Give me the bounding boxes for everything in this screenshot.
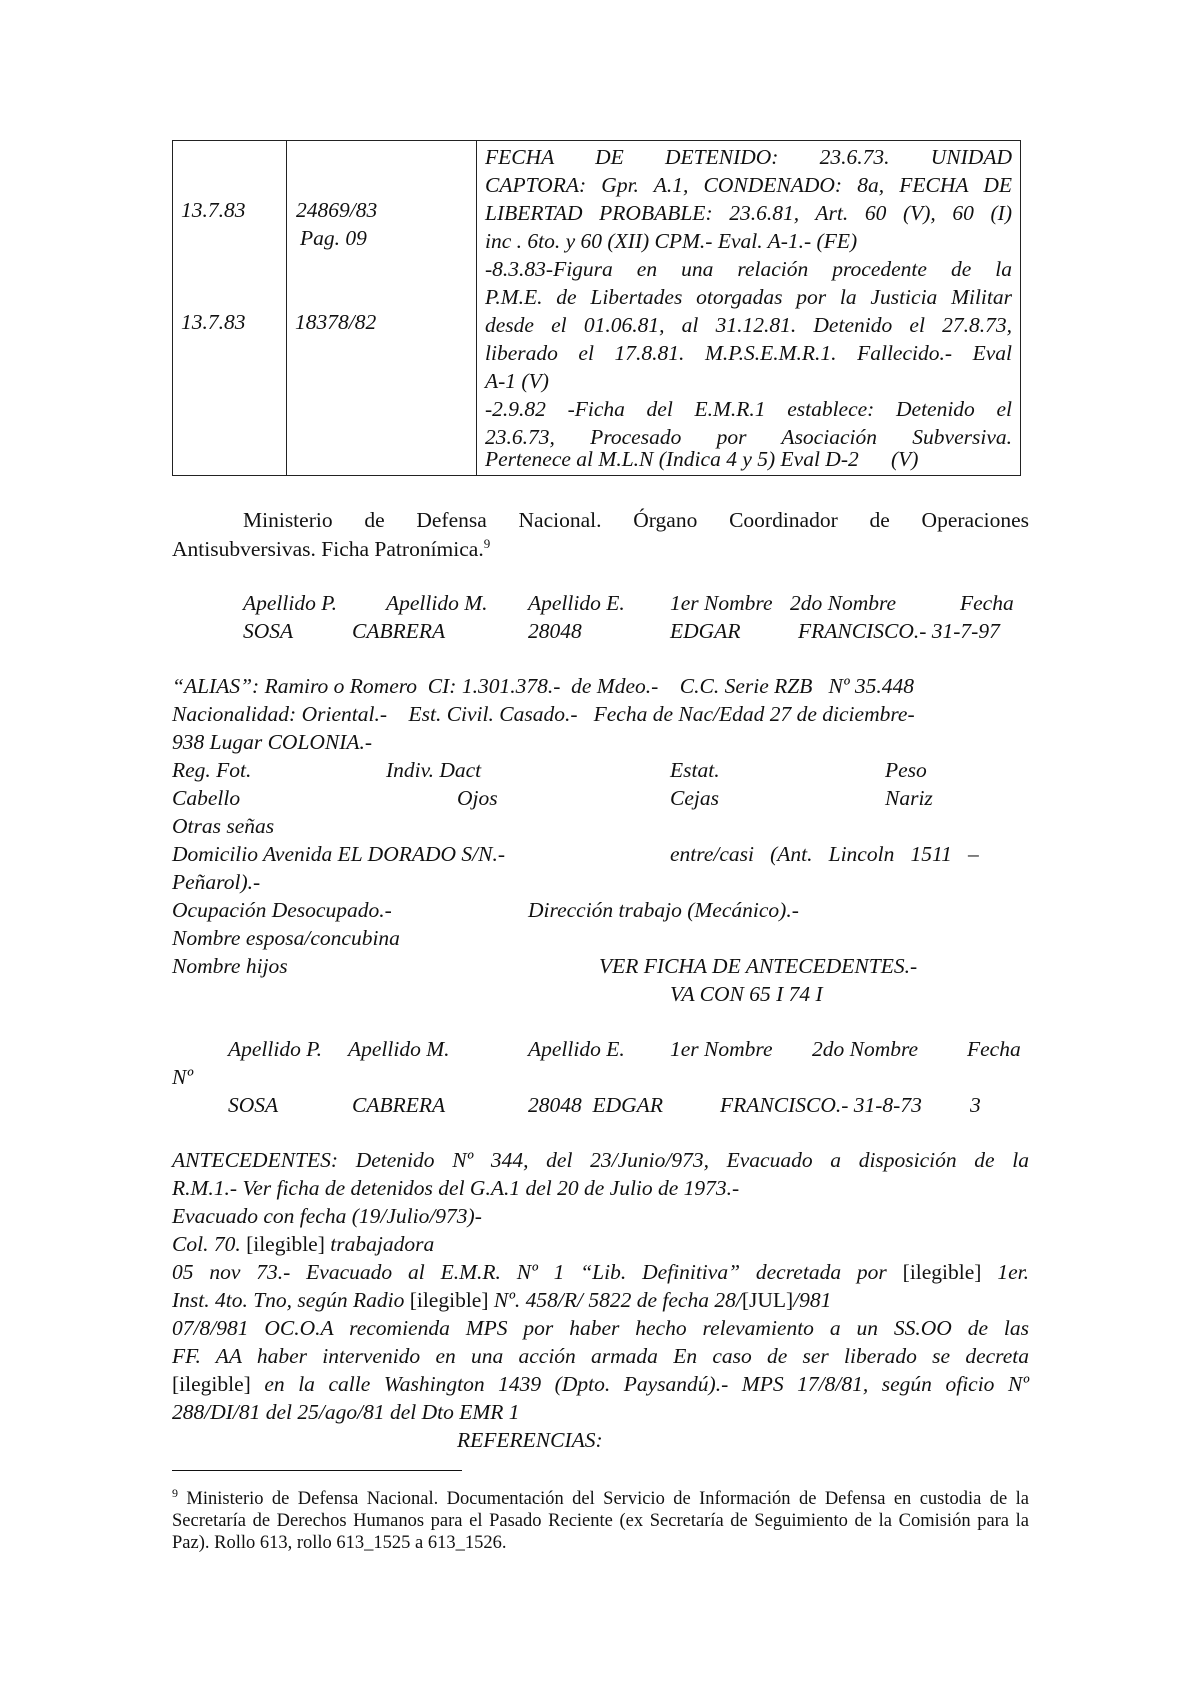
antecedentes-line: Evacuado con fecha (19/Julio/973)- [172,1204,482,1228]
table-row [173,141,1021,476]
detail-line: -8.3.83-Figura en una relación procedente de la [485,257,1012,281]
antecedentes-line [172,1260,1029,1285]
date-column [173,141,287,476]
card2-value: FRANCISCO.- 31-8-73 [720,1093,922,1117]
penarol-line: Peñarol).- [172,870,261,894]
text: 1er. [981,1260,1029,1284]
row2-ref: 18378/82 [295,310,377,334]
footnote-marker: 9 [483,536,491,551]
card1-value: CABRERA [352,619,446,643]
card2-header: Apellido M. [348,1037,450,1061]
detail-line: LIBERTAD PROBABLE: 23.6.81, Art. 60 (V), 60 (I) [485,201,1012,225]
antecedentes-line: 288/DI/81 del 25/ago/81 del Dto EMR 1 [172,1400,520,1424]
card1-value: SOSA [243,619,294,643]
antecedentes-line [172,1288,831,1313]
ocupacion-line: Ocupación Desocupado.- [172,898,392,922]
antecedentes-line: FF. AA haber intervenido en una acción armada En caso de ser liberado se decreta [172,1344,1029,1368]
ver-ficha-line: VER FICHA DE ANTECEDENTES.- [599,954,918,978]
detail-line: A-1 (V) [485,369,549,393]
nationality-line: Nacionalidad: Oriental.- Est. Civil. Casado.- Fecha de Nac/Edad 27 de diciembre- [172,702,915,726]
otras-senas-label: Otras señas [172,814,275,838]
card1-value: EDGAR [670,619,741,643]
nariz-label: Nariz [885,786,933,810]
detail-line: Pertenece al M.L.N (Indica 4 y 5) Eval D-2 (V) [485,447,919,471]
card2-header: Apellido P. [228,1037,322,1061]
text: Col. 70. [172,1232,247,1256]
antecedentes-line: ANTECEDENTES: Detenido Nº 344, del 23/Junio/973, Evacuado a disposición de la [172,1148,1029,1172]
card1-header: Apellido E. [528,591,625,615]
card2-header: Apellido E. [528,1037,625,1061]
card2-nro: Nº [172,1065,194,1089]
intro-line-2 [172,536,490,562]
antecedentes-line: R.M.1.- Ver ficha de detenidos del G.A.1 del 20 de Julio de 1973.- [172,1176,740,1200]
detail-line: -2.9.82 -Ficha del E.M.R.1 establece: Detenido el [485,397,1012,421]
card2-value: CABRERA [352,1093,446,1117]
card2-header: 2do Nombre [812,1037,919,1061]
illegible-mark: [ilegible] [409,1288,489,1312]
text: trabajadora [324,1232,435,1256]
footnote [172,1482,1029,1554]
row2-date: 13.7.83 [181,310,246,334]
footnote-text: Ministerio de Defensa Nacional. Documentación del Servicio de Información de Defensa en custodia de la Secretaría de Derechos Humanos para el Pasado Reciente (ex Secretaría de Seguimiento de la Comisión para la Paz). Rollo 613, rollo 613_1525 a 613_1526. [172,1489,1030,1554]
cejas-label: Cejas [670,786,719,810]
birthplace-line: 938 Lugar COLONIA.- [172,730,373,754]
text: Nº. 458/R/ 5822 de fecha 28/ [488,1288,742,1312]
bracket-mark: [JUL] [741,1288,794,1312]
peso-label: Peso [885,758,927,782]
illegible-mark: [ilegible] [172,1372,251,1396]
text: Inst. 4to. Tno, según Radio [172,1288,410,1312]
detail-line: FECHA DE DETENIDO: 23.6.73. UNIDAD [485,145,1012,169]
esposa-line: Nombre esposa/concubina [172,926,400,950]
referencias-heading: REFERENCIAS: [457,1428,603,1452]
cabello-label: Cabello [172,786,241,810]
footnote-rule [172,1470,462,1471]
estat-label: Estat. [670,758,720,782]
row1-ref: 24869/83 [296,198,378,222]
hijos-line: Nombre hijos [172,954,288,978]
domicilio-line: Domicilio Avenida EL DORADO S/N.- [172,842,506,866]
ojos-label: Ojos [457,786,498,810]
card1-header: Apellido P. [243,591,337,615]
intro-text: Antisubversivas. Ficha Patronímica. [172,537,484,562]
va-con-line: VA CON 65 I 74 I [670,982,823,1006]
text: en la calle Washington 1439 (Dpto. Paysandú).- MPS 17/8/81, según oficio Nº [250,1372,1029,1396]
card1-header: 2do Nombre [790,591,897,615]
entre-line: entre/casi (Ant. Lincoln 1511 – [670,842,979,866]
row1-page: Pag. 09 [300,226,367,250]
detail-line: liberado el 17.8.81. M.P.S.E.M.R.1. Fallecido.- Eval [485,341,1012,365]
card1-header: 1er Nombre [670,591,773,615]
card2-value: 3 [970,1093,981,1117]
alias-line: “ALIAS”: Ramiro o Romero CI: 1.301.378.- de Mdeo.- C.C. Serie RZB Nº 35.448 [172,674,914,698]
card1-value: 28048 [528,619,582,643]
records-table [172,140,1021,476]
details-column [477,141,1021,476]
intro-line-1: Ministerio de Defensa Nacional. Órgano Coordinador de Operaciones [243,508,1029,532]
card2-header: Fecha [967,1037,1021,1061]
illegible-mark: [ilegible] [902,1260,982,1284]
reference-column [287,141,477,476]
card2-header: 1er Nombre [670,1037,773,1061]
card1-value: FRANCISCO.- 31-7-97 [798,619,1000,643]
detail-line: P.M.E. de Libertades otorgadas por la Justicia Militar [485,285,1012,309]
detail-line: 23.6.73, Procesado por Asociación Subversiva. [485,425,1012,449]
footnote-number: 9 [172,1486,178,1500]
antecedentes-line [172,1372,1029,1397]
row1-date: 13.7.83 [181,198,246,222]
text: /981 [793,1288,832,1312]
detail-line: inc . 6to. y 60 (XII) CPM.- Eval. A-1.- (FE) [485,229,858,253]
detail-line: desde el 01.06.81, al 31.12.81. Detenido el 27.8.73, [485,313,1012,337]
antecedentes-line: 07/8/981 OC.O.A recomienda MPS por haber hecho relevamiento a un SS.OO de las [172,1316,1029,1340]
illegible-mark: [ilegible] [246,1232,325,1256]
card1-header: Fecha [960,591,1014,615]
direccion-line: Dirección trabajo (Mecánico).- [528,898,799,922]
antecedentes-line [172,1232,434,1257]
card1-header: Apellido M. [386,591,488,615]
reg-fot-label: Reg. Fot. [172,758,252,782]
detail-line: CAPTORA: Gpr. A.1, CONDENADO: 8a, FECHA DE [485,173,1012,197]
text: 05 nov 73.- Evacuado al E.M.R. Nº 1 “Lib. Definitiva” decretada por [172,1260,903,1284]
card2-value: SOSA [228,1093,279,1117]
indiv-dact-label: Indiv. Dact [386,758,482,782]
card2-value: 28048 EDGAR [528,1093,663,1117]
